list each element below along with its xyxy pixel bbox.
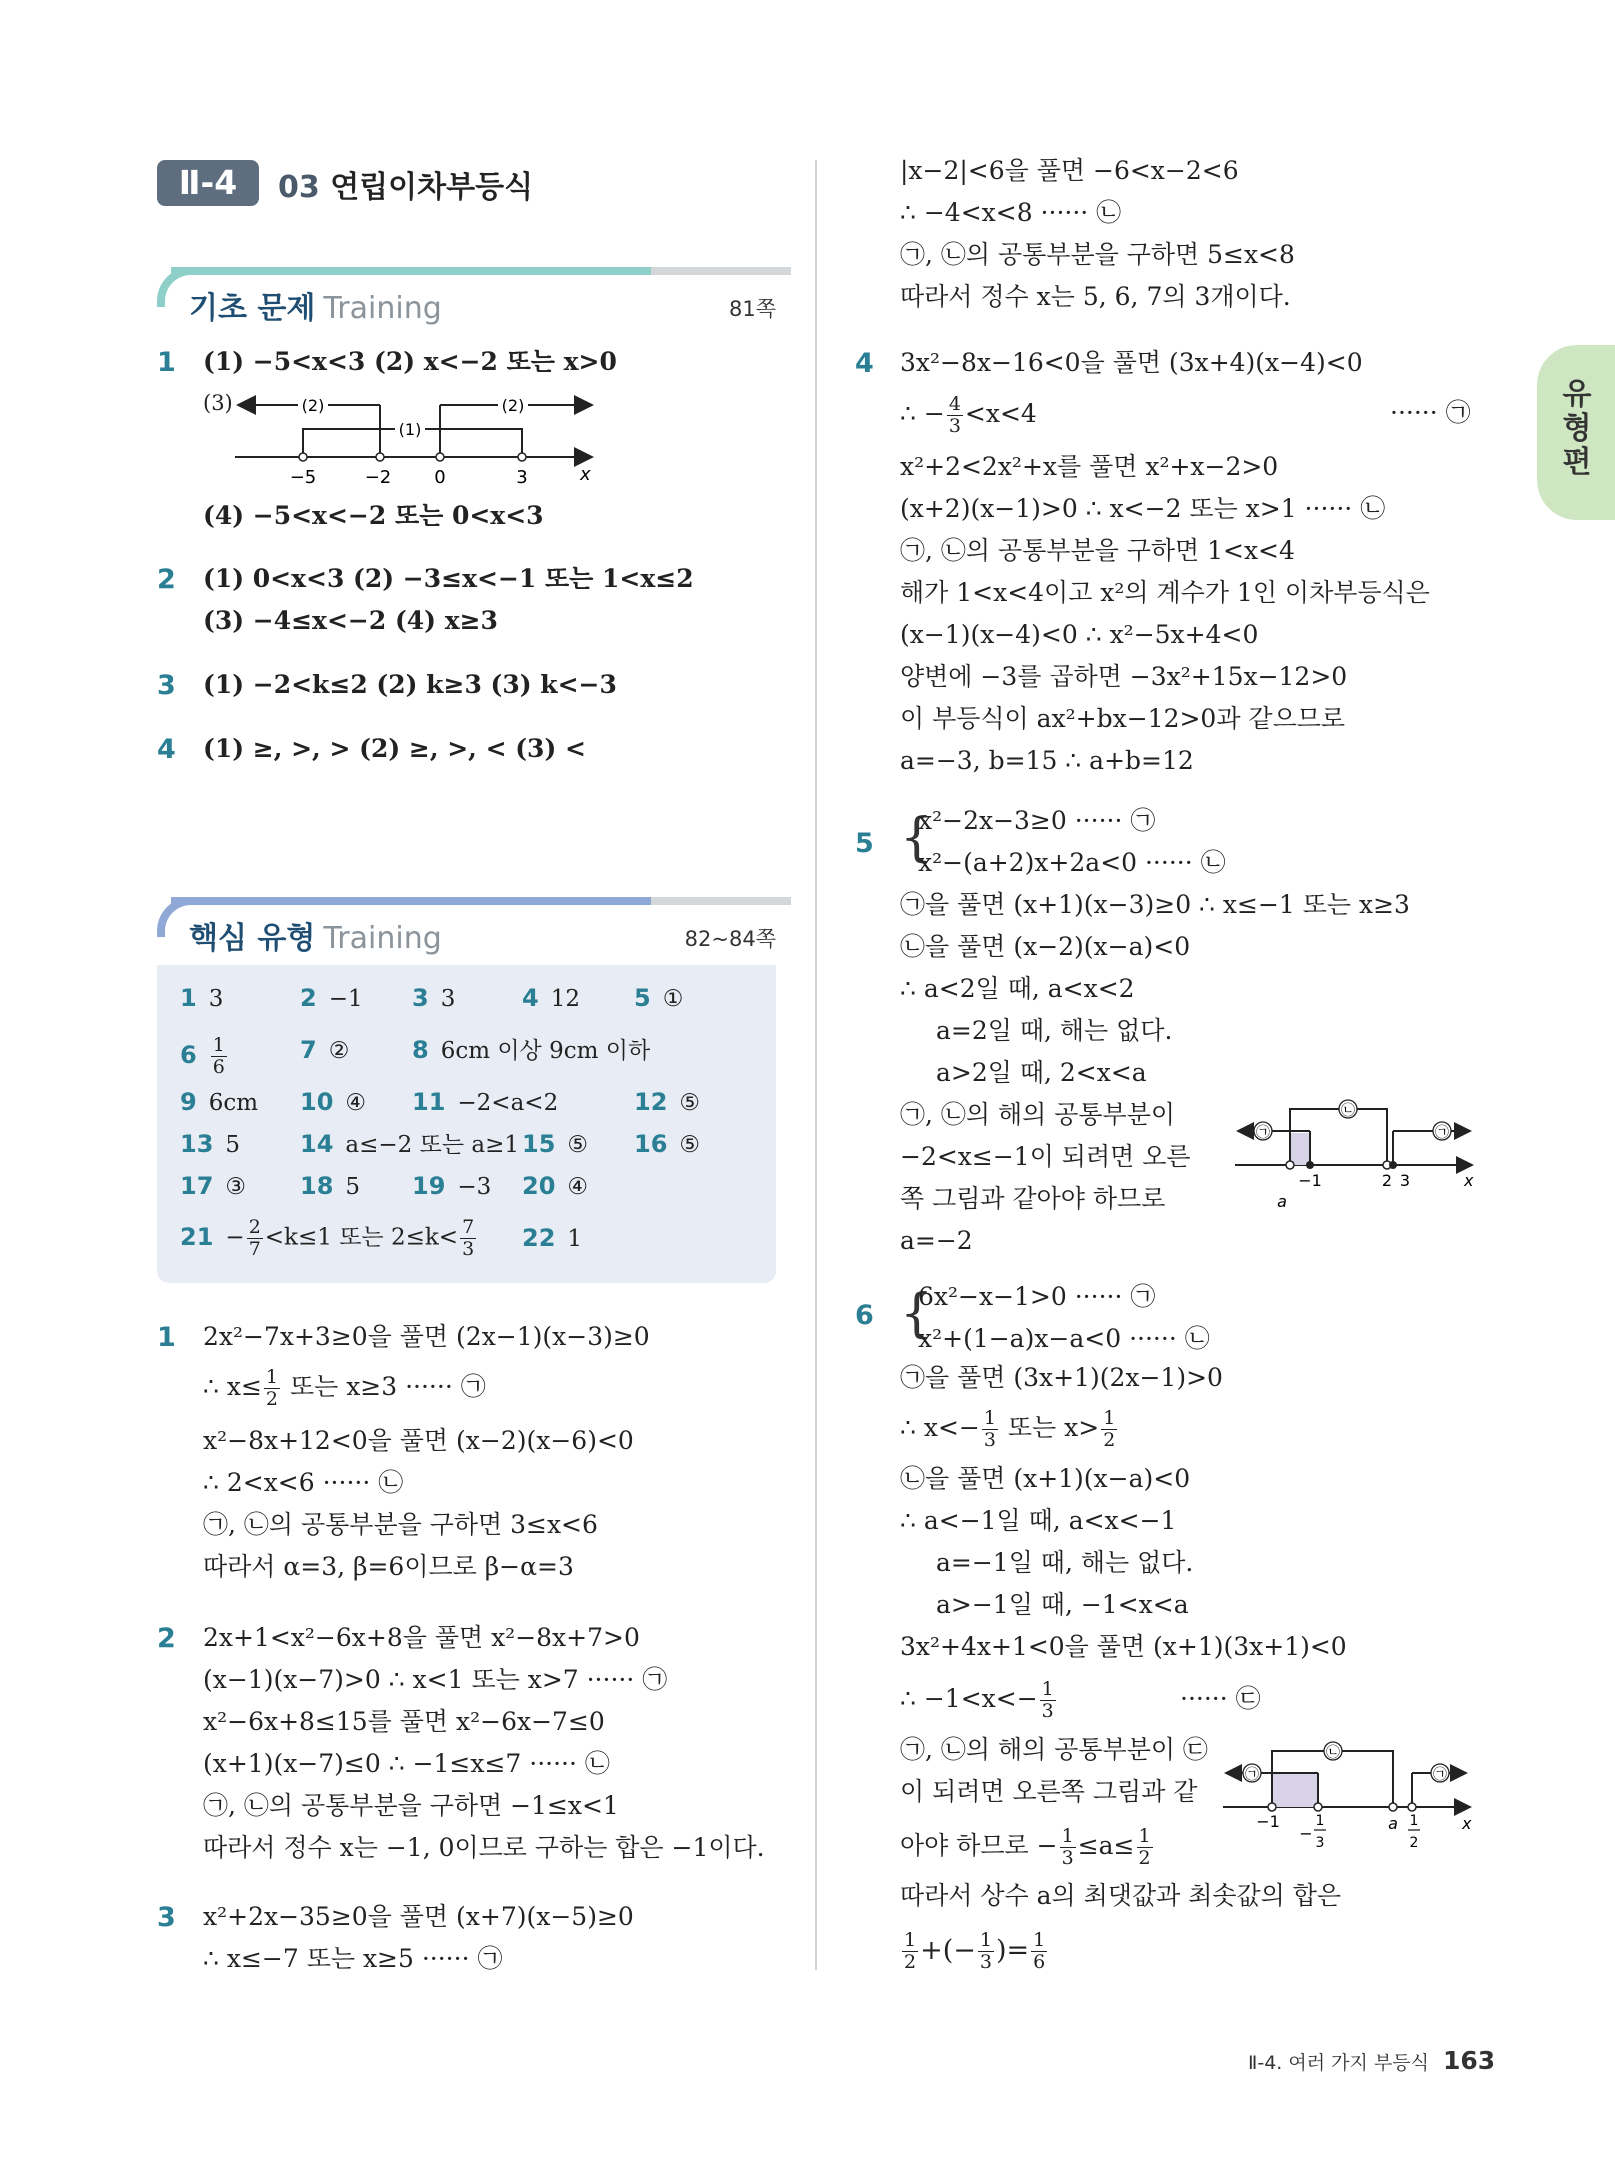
sol-3-l1: x²+2x−35≥0을 풀면 (x+7)(x−5)≥0 bbox=[203, 1902, 634, 1931]
number-line-sol-5 bbox=[1230, 1095, 1480, 1215]
brace: { bbox=[900, 1284, 934, 1344]
overlap-region bbox=[1290, 1133, 1310, 1165]
grid-item-20: 20 ④ bbox=[522, 1172, 589, 1200]
grid-item-16: 16 ⑤ bbox=[634, 1130, 701, 1158]
page-number: 163 bbox=[1442, 2046, 1496, 2075]
grid-item-1: 1 3 bbox=[180, 984, 224, 1012]
grid-item-7: 7 ② bbox=[300, 1036, 350, 1064]
sol-6-l6: ∴ a<−1일 때, a<x<−1 bbox=[900, 1506, 1177, 1535]
sol-4-l8: 양변에 −3를 곱하면 −3x²+15x−12>0 bbox=[900, 662, 1348, 691]
core-title: 핵심 유형 Training bbox=[189, 921, 442, 956]
sol-6-l13: 아야 하므로 − $\frac{1}{3}$ ≤a≤ $\frac{1}{2}$ bbox=[900, 1825, 1151, 1869]
sol-5-l4: ㉡을 풀면 (x−2)(x−a)<0 bbox=[900, 932, 1191, 961]
grid-item-4: 4 12 bbox=[522, 984, 580, 1012]
footer-chapter: Ⅱ-4. 여러 가지 부등식 bbox=[1248, 2052, 1429, 2074]
sol-3-l2: ∴ x≤−7 또는 x≥5 ······ ㉠ bbox=[203, 1944, 503, 1973]
sol-5-l8: ㉠, ㉡의 해의 공통부분이 bbox=[900, 1100, 1175, 1129]
sol-4-l7: (x−1)(x−4)<0 ∴ x²−5x+4<0 bbox=[900, 620, 1259, 649]
basic-2-line1: (1) 0<x<3 (2) −3≤x<−1 또는 1<x≤2 bbox=[203, 564, 694, 593]
label-2a: (2) bbox=[301, 396, 325, 415]
footer bbox=[1248, 2046, 1495, 2075]
number-line-basic-1 bbox=[230, 385, 610, 495]
sol-4-l2: ∴ − $\frac{4}{3}$ <x<4 bbox=[900, 393, 1037, 437]
sol-3-l6: 따라서 정수 x는 5, 6, 7의 3개이다. bbox=[900, 282, 1291, 311]
sol-4-l5: ㉠, ㉡의 공통부분을 구하면 1<x<4 bbox=[900, 536, 1295, 565]
sol-6-l4: ∴ x<− $\frac{1}{3}$ 또는 x> $\frac{1}{2}$ bbox=[900, 1407, 1116, 1451]
sol-4-l2-mark: ······ ㉠ bbox=[1390, 398, 1471, 427]
tab-char-3: 편 bbox=[1562, 445, 1592, 480]
sol-6-l7: a=−1일 때, 해는 없다. bbox=[936, 1548, 1194, 1577]
basic-num-2: 2 bbox=[157, 564, 176, 595]
basic-3-line: (1) −2<k≤2 (2) k≥3 (3) k<−3 bbox=[203, 670, 617, 699]
tab-char-1: 유 bbox=[1562, 377, 1592, 412]
brace: { bbox=[900, 808, 934, 868]
sol-num-2: 2 bbox=[157, 1623, 176, 1654]
grid-item-3: 3 3 bbox=[412, 984, 456, 1012]
circle-c2: ㉡ bbox=[1326, 1745, 1340, 1761]
section-code: 03 bbox=[278, 170, 320, 205]
sol-3-l5: ㉠, ㉡의 공통부분을 구하면 5≤x<8 bbox=[900, 240, 1295, 269]
sol-4-l10: a=−3, b=15 ∴ a+b=12 bbox=[900, 746, 1194, 775]
grid-item-6: 6 $\frac{1}{6}$ bbox=[180, 1034, 225, 1078]
sol-5-l5: ∴ a<2일 때, a<x<2 bbox=[900, 974, 1135, 1003]
sol-6-l5: ㉡을 풀면 (x+1)(x−a)<0 bbox=[900, 1464, 1191, 1493]
sol-num-3: 3 bbox=[157, 1902, 176, 1933]
sol-6-l1: 6x²−x−1>0 ······ ㉠ bbox=[918, 1282, 1156, 1311]
sol-6-l8: a>−1일 때, −1<x<a bbox=[936, 1590, 1189, 1619]
tick-3: 3 bbox=[1399, 1171, 1411, 1190]
sol-6-l2: x²+(1−a)x−a<0 ······ ㉡ bbox=[918, 1324, 1210, 1353]
sol-5-l6: a=2일 때, 해는 없다. bbox=[936, 1016, 1173, 1045]
tick-0: 0 bbox=[434, 467, 446, 488]
basic-num-1: 1 bbox=[157, 347, 176, 378]
basic-num-4: 4 bbox=[157, 734, 176, 765]
sol-6-l11: ㉠, ㉡의 해의 공통부분이 ㉢ bbox=[900, 1735, 1208, 1764]
sol-6-l12: 이 되려면 오른쪽 그림과 같 bbox=[900, 1777, 1198, 1806]
grid-item-12: 12 ⑤ bbox=[634, 1088, 701, 1116]
header-bar-accent bbox=[171, 897, 651, 905]
grid-item-13: 13 5 bbox=[180, 1130, 241, 1158]
sol-4-l1: 3x²−8x−16<0을 풀면 (3x+4)(x−4)<0 bbox=[900, 348, 1363, 377]
core-page-ref: 82~84쪽 bbox=[684, 927, 776, 951]
sol-4-l6: 해가 1<x<4이고 x²의 계수가 1인 이차부등식은 bbox=[900, 578, 1430, 607]
grid-item-9: 9 6cm bbox=[180, 1088, 259, 1116]
chapter-title bbox=[278, 162, 533, 206]
tick-a: a bbox=[1388, 1814, 1398, 1833]
grid-item-11: 11 −2<a<2 bbox=[412, 1088, 559, 1116]
sol-4-l3: x²+2<2x²+x를 풀면 x²+x−2>0 bbox=[900, 452, 1279, 481]
sol-2-l1: 2x+1<x²−6x+8을 풀면 x²−8x+7>0 bbox=[203, 1623, 640, 1652]
tick-3: 3 bbox=[516, 467, 528, 488]
sol-1-l1: 2x²−7x+3≥0을 풀면 (2x−1)(x−3)≥0 bbox=[203, 1322, 650, 1351]
sol-num-1: 1 bbox=[157, 1322, 176, 1353]
grid-item-17: 17 ③ bbox=[180, 1172, 247, 1200]
sol-1-l4: ∴ 2<x<6 ······ ㉡ bbox=[203, 1468, 404, 1497]
tab-char-2: 형 bbox=[1562, 411, 1592, 446]
grid-item-22: 22 1 bbox=[522, 1224, 583, 1252]
tick-m2: −2 bbox=[364, 467, 392, 488]
grid-item-21: 21 − $\frac{2}{7}$ <k≤1 또는 2≤k< $\frac{7}{3}$ bbox=[180, 1216, 475, 1260]
tick-m5: −5 bbox=[289, 467, 317, 488]
circle-c1: ㉠ bbox=[1256, 1125, 1270, 1141]
circle-c1: ㉠ bbox=[1245, 1767, 1259, 1783]
basic-page-ref: 81쪽 bbox=[728, 297, 776, 321]
sol-6-l10: ∴ −1<x<− $\frac{1}{3}$ bbox=[900, 1678, 1054, 1722]
sol-5-l10: 쪽 그림과 같아야 하므로 bbox=[900, 1184, 1166, 1213]
sol-6-l10-mark: ······ ㉢ bbox=[1180, 1684, 1261, 1713]
sol-3-l4: ∴ −4<x<8 ······ ㉡ bbox=[900, 198, 1122, 227]
basic-1-line3-label: (3) bbox=[203, 391, 233, 415]
sol-2-l4: (x+1)(x−7)≤0 ∴ −1≤x≤7 ······ ㉡ bbox=[203, 1749, 610, 1778]
grid-item-18: 18 5 bbox=[300, 1172, 361, 1200]
grid-item-2: 2 −1 bbox=[300, 984, 363, 1012]
sol-num-4: 4 bbox=[855, 348, 874, 379]
grid-item-10: 10 ④ bbox=[300, 1088, 367, 1116]
column-divider bbox=[815, 160, 817, 1970]
sol-5-l11: a=−2 bbox=[900, 1226, 973, 1255]
basic-1-line1: (1) −5<x<3 (2) x<−2 또는 x>0 bbox=[203, 347, 617, 376]
section-title: 연립이차부등식 bbox=[330, 170, 534, 205]
sol-2-l6: 따라서 정수 x는 −1, 0이므로 구하는 합은 −1이다. bbox=[203, 1833, 765, 1862]
sol-4-l4: (x+2)(x−1)>0 ∴ x<−2 또는 x>1 ······ ㉡ bbox=[900, 494, 1386, 523]
grid-item-8: 8 6cm 이상 9cm 이하 bbox=[412, 1036, 651, 1064]
sol-3-l3: |x−2|<6을 풀면 −6<x−2<6 bbox=[900, 156, 1239, 185]
tick-1-2-den: 2 bbox=[1409, 1835, 1419, 1851]
overlap-region bbox=[1272, 1773, 1318, 1807]
sol-2-l3: x²−6x+8≤15를 풀면 x²−6x−7≤0 bbox=[203, 1707, 605, 1736]
grid-item-14: 14 a≤−2 또는 a≥1 bbox=[300, 1130, 519, 1158]
sol-1-l2: ∴ x≤ $\frac{1}{2}$ 또는 x≥3 ······ ㉠ bbox=[203, 1366, 486, 1410]
sol-4-l9: 이 부등식이 ax²+bx−12>0과 같으므로 bbox=[900, 704, 1346, 733]
axis-label: x bbox=[1462, 1814, 1472, 1833]
basic-1-line4: (4) −5<x<−2 또는 0<x<3 bbox=[203, 501, 544, 530]
basic-2-line2: (3) −4≤x<−2 (4) x≥3 bbox=[203, 606, 498, 635]
grid-item-15: 15 ⑤ bbox=[522, 1130, 589, 1158]
label-2b: (2) bbox=[501, 396, 525, 415]
sol-1-l5: ㉠, ㉡의 공통부분을 구하면 3≤x<6 bbox=[203, 1510, 598, 1539]
sol-5-l7: a>2일 때, 2<x<a bbox=[936, 1058, 1147, 1087]
header-bar-accent bbox=[171, 267, 651, 275]
circle-c3: ㉠ bbox=[1433, 1767, 1447, 1783]
tick-1-2-num: 1 bbox=[1409, 1813, 1419, 1829]
tick-m1-3-den: 3 bbox=[1315, 1835, 1325, 1851]
tick-a: a bbox=[1277, 1192, 1287, 1211]
sol-num-5: 5 bbox=[855, 828, 874, 859]
basic-num-3: 3 bbox=[157, 670, 176, 701]
tick-m1: −1 bbox=[1298, 1171, 1322, 1190]
basic-4-line: (1) ≥, >, > (2) ≥, >, < (3) < bbox=[203, 734, 586, 763]
sol-6-l9: 3x²+4x+1<0을 풀면 (x+1)(3x+1)<0 bbox=[900, 1632, 1347, 1661]
core-section-header bbox=[157, 897, 776, 957]
answer-grid bbox=[157, 965, 776, 1283]
sol-5-l1: x²−2x−3≥0 ······ ㉠ bbox=[918, 806, 1156, 835]
sol-5-l9: −2<x≤−1이 되려면 오른 bbox=[900, 1142, 1191, 1171]
axis-label: x bbox=[580, 464, 591, 485]
sol-2-l2: (x−1)(x−7)>0 ∴ x<1 또는 x>7 ······ ㉠ bbox=[203, 1665, 668, 1694]
tick-m1-3-num: 1 bbox=[1315, 1813, 1325, 1829]
sol-1-l6: 따라서 α=3, β=6이므로 β−α=3 bbox=[203, 1552, 574, 1581]
basic-section-header bbox=[157, 267, 776, 327]
axis-label: x bbox=[1464, 1171, 1474, 1190]
sol-1-l3: x²−8x+12<0을 풀면 (x−2)(x−6)<0 bbox=[203, 1426, 634, 1455]
sol-5-l3: ㉠을 풀면 (x+1)(x−3)≥0 ∴ x≤−1 또는 x≥3 bbox=[900, 890, 1410, 919]
sol-6-l15: $\frac{1}{2}$ +(− $\frac{1}{3}$ )= $\frac{1}{6}$ bbox=[904, 1929, 1046, 1973]
sol-5-l2: x²−(a+2)x+2a<0 ······ ㉡ bbox=[918, 848, 1226, 877]
side-tab bbox=[1537, 345, 1615, 520]
sol-num-6: 6 bbox=[855, 1300, 874, 1331]
basic-title: 기초 문제 Training bbox=[189, 291, 442, 326]
tick-m1: −1 bbox=[1256, 1812, 1280, 1831]
tick-2: 2 bbox=[1381, 1171, 1393, 1190]
chapter-badge: Ⅱ-4 bbox=[157, 160, 259, 206]
circle-c3: ㉠ bbox=[1435, 1125, 1449, 1141]
sol-6-l3: ㉠을 풀면 (3x+1)(2x−1)>0 bbox=[900, 1363, 1223, 1392]
label-1: (1) bbox=[398, 420, 422, 439]
number-line-sol-6 bbox=[1218, 1735, 1478, 1860]
tick-m1-3-sign: − bbox=[1299, 1824, 1313, 1843]
grid-item-5: 5 ① bbox=[634, 984, 684, 1012]
grid-item-19: 19 −3 bbox=[412, 1172, 492, 1200]
circle-c2: ㉡ bbox=[1341, 1103, 1355, 1119]
sol-2-l5: ㉠, ㉡의 공통부분을 구하면 −1≤x<1 bbox=[203, 1791, 619, 1820]
sol-6-l14: 따라서 상수 a의 최댓값과 최솟값의 합은 bbox=[900, 1881, 1342, 1910]
